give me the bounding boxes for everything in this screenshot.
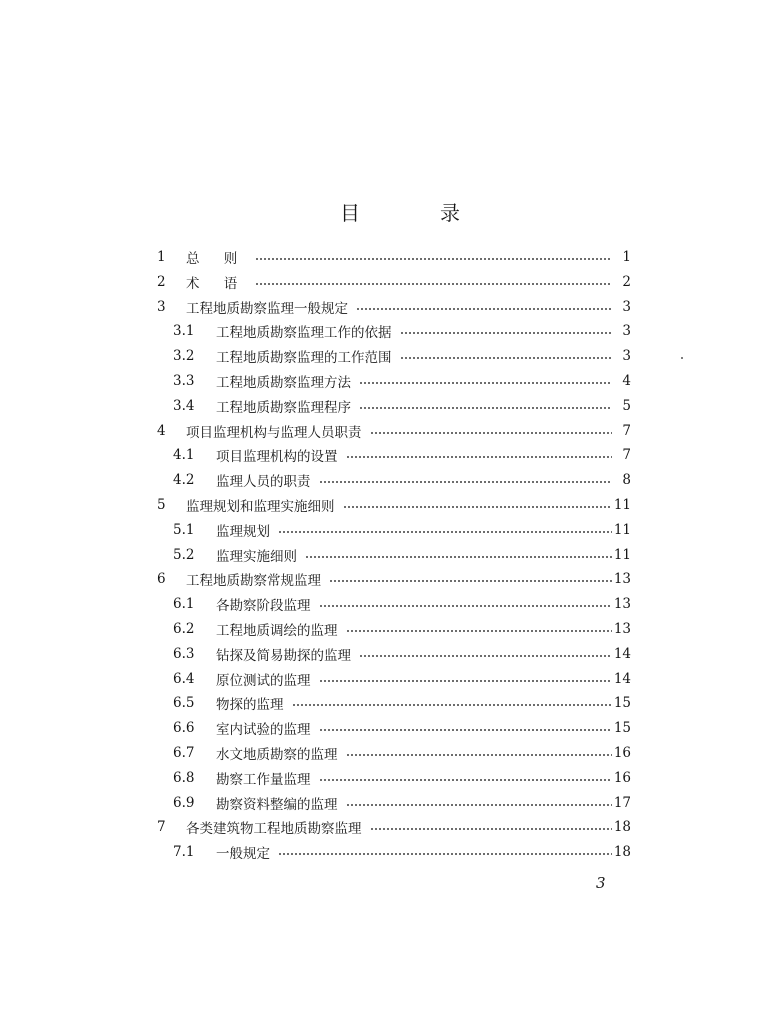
- toc-entry-title: 物探的监理: [216, 697, 284, 714]
- toc-entry-number: 5.2: [173, 546, 195, 563]
- toc-entry-number: 7.1: [173, 844, 195, 861]
- toc-entry: [0, 319, 778, 343]
- toc-entry-page: 13: [613, 596, 631, 613]
- toc-entry-page: 7: [622, 447, 631, 464]
- toc-leader-dots: [319, 729, 613, 731]
- toc-entry-title: 监理规划: [216, 523, 270, 540]
- toc-entry-number: 6.8: [173, 769, 195, 786]
- toc-entry-title: 各勘察阶段监理: [216, 598, 311, 615]
- toc-leader-dots: [346, 456, 613, 458]
- toc-entry-page: 3: [622, 348, 631, 365]
- toc-entry-number: 6.2: [173, 621, 195, 637]
- toc-leader-dots: [255, 258, 612, 260]
- toc-leader-dots: [359, 655, 612, 657]
- toc-entry: [0, 419, 778, 443]
- toc-entry: [0, 369, 778, 393]
- toc-entry-number: 6.7: [173, 745, 195, 761]
- toc-entry-number: 2: [157, 273, 166, 290]
- toc-entry-page: 1: [622, 249, 631, 265]
- toc-entry: [0, 567, 778, 591]
- toc-leader-dots: [319, 605, 613, 607]
- toc-leader-dots: [356, 308, 612, 310]
- toc-entry-page: 3: [622, 298, 631, 315]
- toc-entry: [0, 642, 778, 666]
- toc-entry-page: 15: [613, 695, 631, 712]
- toc-leader-dots: [278, 531, 612, 533]
- toc-entry: [0, 815, 778, 839]
- toc-entry: [0, 766, 778, 790]
- toc-entry-page: 14: [613, 670, 631, 687]
- toc-entry-page: 14: [613, 645, 631, 662]
- toc-entry-page: 3: [622, 323, 631, 340]
- toc-leader-dots: [329, 580, 612, 582]
- toc-entry-page: 7: [622, 422, 631, 439]
- toc-entry: [0, 617, 778, 641]
- toc-entry-number: 3: [157, 298, 166, 315]
- toc-entry: [0, 791, 778, 815]
- toc-leader-dots: [400, 332, 613, 334]
- toc-entry-title: 工程地质调绘的监理: [216, 623, 338, 639]
- toc-entry: [0, 468, 778, 492]
- toc-entry-page: 13: [613, 621, 631, 637]
- toc-entry-page: 18: [613, 844, 631, 861]
- toc-leader-dots: [359, 382, 612, 384]
- toc-entry-title: 勘察工作量监理: [216, 771, 311, 788]
- toc-entry-page: 18: [613, 819, 631, 836]
- toc-entry-title: 监理实施细则: [216, 548, 297, 565]
- toc-entry-title: 钻探及简易勘探的监理: [216, 647, 351, 664]
- toc-entry-number: 3.1: [173, 323, 195, 340]
- toc-entry-title: 工程地质勘察监理的工作范围: [216, 350, 392, 367]
- toc-entry-title: 总 则: [186, 251, 248, 267]
- toc-entry-page: 13: [613, 571, 631, 588]
- toc-entry-title: 水文地质勘察的监理: [216, 747, 338, 763]
- toc-leader-dots: [305, 556, 612, 558]
- toc-entry-page: 17: [613, 794, 631, 811]
- toc-entry-number: 3.4: [173, 397, 195, 414]
- toc-leader-dots: [346, 630, 613, 632]
- toc-entry-title: 监理人员的职责: [216, 474, 311, 491]
- toc-entry: [0, 295, 778, 319]
- toc-entry-number: 7: [157, 819, 166, 836]
- toc-entry-page: 4: [622, 373, 631, 389]
- toc-entry-page: 2: [622, 273, 631, 290]
- toc-entry-number: 3.2: [173, 348, 195, 365]
- toc-leader-dots: [359, 407, 612, 409]
- toc-entry-title: 项目监理机构与监理人员职责: [186, 424, 362, 441]
- toc-entry-number: 3.3: [173, 373, 195, 389]
- title-char-2: 录: [440, 200, 460, 225]
- toc-entry-page: 16: [613, 745, 631, 761]
- toc-entry-title: 工程地质勘察监理一般规定: [186, 300, 348, 317]
- toc-entry-number: 6.6: [173, 720, 195, 737]
- toc-leader-dots: [400, 357, 613, 359]
- toc-entry: [0, 394, 778, 418]
- toc-entry-title: 原位测试的监理: [216, 672, 311, 689]
- toc-entry-title: 工程地质勘察监理方法: [216, 375, 351, 391]
- toc-entry-number: 4.2: [173, 472, 195, 489]
- toc-entry: [0, 592, 778, 616]
- toc-entry-number: 5.1: [173, 521, 195, 538]
- toc-leader-dots: [346, 804, 613, 806]
- toc-leader-dots: [255, 283, 612, 285]
- toc-leader-dots: [370, 432, 613, 434]
- toc-entry-page: 11: [613, 497, 631, 513]
- toc-entry-number: 6: [157, 571, 166, 588]
- toc-leader-dots: [343, 506, 613, 508]
- toc-entry-number: 6.3: [173, 645, 195, 662]
- toc-entry-title: 术 语: [186, 275, 248, 292]
- toc-leader-dots: [319, 779, 613, 781]
- toc-entry-title: 一般规定: [216, 846, 270, 863]
- toc-entry-number: 6.1: [173, 596, 195, 613]
- toc-entry-page: 11: [613, 521, 631, 538]
- toc-entry-title: 各类建筑物工程地质勘察监理: [186, 821, 362, 838]
- toc-entry: [0, 543, 778, 567]
- toc-entry-title: 勘察资料整编的监理: [216, 796, 338, 813]
- toc-leader-dots: [319, 680, 613, 682]
- toc-entry-title: 室内试验的监理: [216, 722, 311, 739]
- toc-leader-dots: [292, 704, 613, 706]
- toc-entry: [0, 344, 778, 368]
- toc-entry-title: 项目监理机构的设置: [216, 449, 338, 466]
- toc-entry-title: 工程地质勘察监理程序: [216, 399, 351, 416]
- toc-entry-page: 16: [613, 769, 631, 786]
- toc-entry-title: 监理规划和监理实施细则: [186, 499, 335, 515]
- toc-entry: [0, 691, 778, 715]
- toc-entry-page: 11: [613, 546, 631, 563]
- toc-entry: [0, 245, 778, 269]
- scan-speck: [681, 357, 683, 359]
- page-number: 3: [596, 874, 606, 892]
- toc-entry-page: 5: [622, 397, 631, 414]
- toc-entry-number: 6.9: [173, 794, 195, 811]
- toc-entry: [0, 741, 778, 765]
- toc-entry-number: 4: [157, 422, 166, 439]
- toc-leader-dots: [319, 481, 613, 483]
- toc-entry-number: 1: [157, 249, 166, 265]
- toc-entry-page: 8: [622, 472, 631, 489]
- toc-entry-title: 工程地质勘察常规监理: [186, 573, 321, 590]
- toc-entry-page: 15: [613, 720, 631, 737]
- toc-entry: [0, 270, 778, 294]
- toc-entry-number: 6.5: [173, 695, 195, 712]
- toc-entry: [0, 840, 778, 864]
- toc-entry-number: 4.1: [173, 447, 195, 464]
- toc-entry: [0, 716, 778, 740]
- toc-entry: [0, 667, 778, 691]
- toc-entry-number: 6.4: [173, 670, 195, 687]
- toc-entry-title: 工程地质勘察监理工作的依据: [216, 325, 392, 342]
- toc-entry-number: 5: [157, 497, 166, 513]
- title-char-1: 目: [340, 200, 360, 225]
- toc-entry: [0, 443, 778, 467]
- page-title: [340, 196, 460, 226]
- toc-leader-dots: [278, 853, 612, 855]
- toc-leader-dots: [370, 828, 613, 830]
- toc-leader-dots: [346, 754, 613, 756]
- toc-entry: [0, 493, 778, 517]
- toc-entry: [0, 518, 778, 542]
